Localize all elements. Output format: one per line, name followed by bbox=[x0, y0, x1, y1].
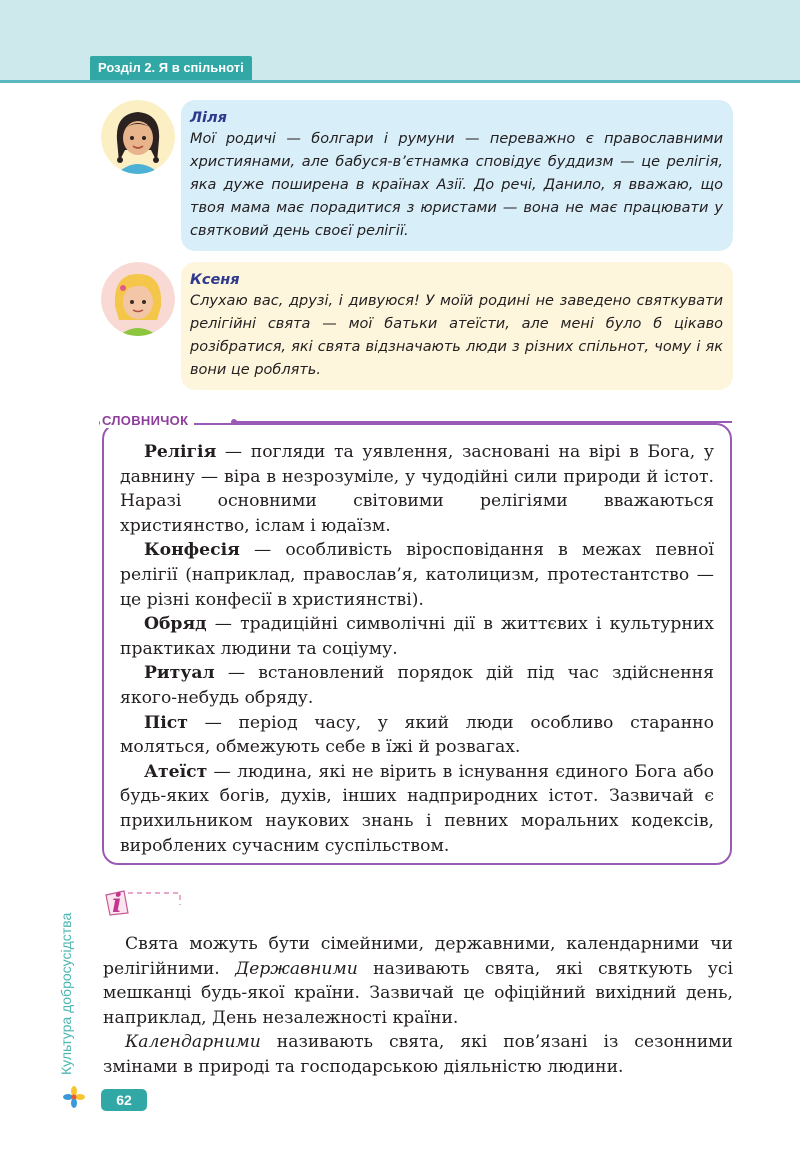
glossary-text bbox=[120, 440, 714, 858]
glossary-entry bbox=[120, 760, 714, 858]
glossary-term: Релігія bbox=[144, 442, 217, 462]
text-run: називають свята, які пов’язані із сезонними змінами в природі та господарською діяльністю людини. bbox=[103, 1032, 733, 1077]
speech-bubble-lilya bbox=[181, 100, 733, 251]
glossary-entry bbox=[120, 661, 714, 710]
glossary-term: Ритуал bbox=[144, 663, 215, 684]
info-icon bbox=[102, 885, 182, 919]
speech-bubble-ksenia bbox=[181, 262, 733, 390]
glossary-dot-right bbox=[231, 419, 237, 425]
speech-text: Слухаю вас, друзі, і дивуюся! У моїй родині не заведено святкувати релігійні свята — мої батьки атеїсти, але мені було б цікаво розібратися, які свята відзначають люди з різних спільнот, чому і як вони це роблять. bbox=[190, 293, 723, 378]
glossary-entry bbox=[120, 711, 714, 760]
emphasis: Державними bbox=[235, 958, 358, 979]
glossary-entry bbox=[120, 612, 714, 661]
glossary-header-line bbox=[232, 421, 732, 423]
glossary-definition: — період часу, у який люди особливо старанно моляться, обмежують себе в їжі й розвагах. bbox=[120, 712, 714, 758]
glossary-term: Обряд bbox=[144, 614, 207, 635]
emphasis: Календарними bbox=[125, 1032, 261, 1053]
glossary-definition: — традиційні символічні дії в життєвих і культурних практиках людини та соціуму. bbox=[120, 614, 714, 659]
glossary-term: Піст bbox=[144, 712, 188, 733]
info-paragraph bbox=[103, 1030, 733, 1079]
lilya-avatar bbox=[101, 100, 175, 174]
section-tab: Розділ 2. Я в спільноті bbox=[90, 56, 252, 80]
text-run: називають свята, які святкують усі мешканці будь-якої країни. Зазвичай це офіційний вихідний день, наприклад, День незалежності країни. bbox=[103, 958, 734, 1028]
glossary-definition: — людина, які не вірить в існування єдиного Бога або будь-яких богів, духів, інших надприродних істот. Зазвичай є прихильником наукових знань і певних моральних кодексів, вироблених сучасним суспільством. bbox=[120, 761, 714, 856]
glossary-entry bbox=[120, 440, 714, 538]
text-run: Свята можуть бути сімейними, державними, календарними чи релігійними. bbox=[103, 934, 733, 979]
info-paragraph bbox=[103, 932, 733, 1030]
glossary-definition: — погляди та уявлення, засновані на вірі в Бога, у давнину — віра в незрозуміле, у чудодійні сили природи й істот. Наразі основними світовими релігіями вважаються християнство, іслам і юдаїзм. bbox=[120, 442, 714, 536]
info-text bbox=[103, 932, 733, 1080]
glossary-label: СЛОВНИЧОК bbox=[100, 413, 194, 428]
page-number: 62 bbox=[101, 1089, 147, 1111]
svg-text:i: i bbox=[112, 889, 122, 919]
speaker-name: Ксеня bbox=[190, 272, 240, 288]
speech-text: Мої родичі — болгари і румуни — переважно є православними християнами, але бабуся-в’єтнамка сповідує буддизм — це релігія, яка дуже поширена в країнах Азії. До речі, Данило, я вважаю, що твоя мама має порадитися з юристами — вона не має працювати у святковий день своєї релігії. bbox=[190, 131, 723, 239]
glossary-term: Атеїст bbox=[144, 761, 208, 782]
flower-icon bbox=[62, 1085, 86, 1109]
ksenia-avatar bbox=[101, 262, 175, 336]
glossary-definition: — встановлений порядок дій під час здійснення якого-небудь обряду. bbox=[120, 663, 714, 708]
glossary-entry bbox=[120, 538, 714, 612]
glossary-definition: — особливість віросповідання в межах певної релігії (наприклад, православ’я, католицизм, протестантство — це різні конфесії в християнстві). bbox=[120, 540, 714, 610]
side-caption: Культура добросусідства bbox=[58, 912, 74, 1075]
speaker-name: Ліля bbox=[190, 110, 227, 126]
glossary-term: Конфесія bbox=[144, 540, 240, 561]
